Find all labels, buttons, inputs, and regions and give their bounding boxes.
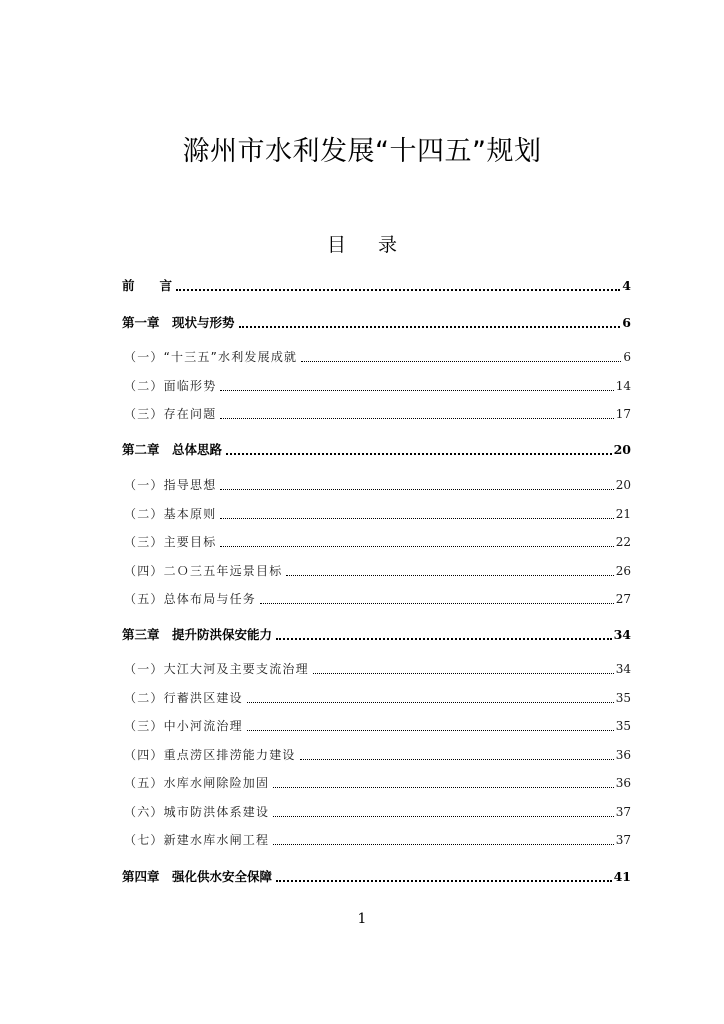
toc-entry-section[interactable]: [124, 404, 631, 424]
toc-entry-page: 27: [615, 592, 631, 606]
toc-entry-section[interactable]: [124, 475, 631, 495]
toc-leader-dots: [220, 489, 613, 490]
toc-leader-dots: [273, 816, 614, 817]
toc-entry-page: 20: [615, 478, 631, 492]
toc-entry-page: 22: [615, 535, 631, 549]
toc-entry-label: （二）基本原则: [124, 507, 217, 521]
toc-leader-dots: [286, 575, 613, 576]
toc-entry-page: 36: [615, 776, 631, 790]
toc-entry-page: 37: [615, 833, 631, 847]
toc-entry-section[interactable]: [124, 532, 631, 552]
toc-leader-dots: [220, 518, 613, 519]
toc-leader-dots: [313, 673, 614, 674]
toc-entry-label: （一）大江大河及主要支流治理: [124, 662, 309, 676]
toc-entry-section[interactable]: [124, 716, 631, 736]
toc-entry-chapter-2[interactable]: [122, 440, 631, 460]
toc-entry-page: 21: [615, 507, 631, 521]
toc-entry-chapter-3[interactable]: [122, 625, 631, 645]
toc-heading-right: 录: [378, 234, 398, 256]
toc-leader-dots: [273, 787, 614, 788]
toc-entry-chapter-1[interactable]: [122, 313, 631, 333]
toc-entry-section[interactable]: [124, 802, 631, 822]
toc-entry-page: 14: [615, 379, 631, 393]
toc-entry-page: 6: [622, 315, 631, 330]
toc-entry-section[interactable]: [124, 376, 631, 396]
toc-leader-dots: [247, 702, 614, 703]
toc-entry-page: 34: [613, 627, 631, 642]
toc-entry-label: （五）总体布局与任务: [124, 592, 257, 606]
toc-entry-page: 34: [615, 662, 631, 676]
toc-entry-label: 第一章 现状与形势: [122, 315, 235, 330]
toc-entry-page: 26: [615, 564, 631, 578]
toc-entry-preface[interactable]: [122, 276, 631, 296]
toc-entry-label: （七）新建水库水闸工程: [124, 833, 270, 847]
toc-entry-section[interactable]: [124, 830, 631, 850]
toc-leader-dots: [220, 418, 613, 419]
toc-entry-label: 第四章 强化供水安全保障: [122, 869, 273, 884]
toc-entry-page: 17: [615, 407, 631, 421]
toc-entry-section[interactable]: [124, 561, 631, 581]
toc-leader-dots: [239, 326, 621, 328]
toc-entry-page: 36: [615, 748, 631, 762]
toc-entry-section[interactable]: [124, 504, 631, 524]
toc-entry-page: 4: [622, 278, 631, 293]
toc-entry-label: （三）存在问题: [124, 407, 217, 421]
toc-leader-dots: [273, 844, 614, 845]
toc-entry-label: （四）重点涝区排涝能力建设: [124, 748, 296, 762]
toc-leader-dots: [300, 759, 614, 760]
toc-leader-dots: [220, 390, 613, 391]
toc-leader-dots: [276, 638, 612, 640]
toc-leader-dots: [226, 453, 612, 455]
toc-leader-dots: [260, 603, 614, 604]
toc-entry-page: 41: [613, 869, 631, 884]
toc-entry-label: （二）行蓄洪区建设: [124, 691, 243, 705]
toc-entry-label: 第三章 提升防洪保安能力: [122, 627, 273, 642]
toc-entry-page: 6: [623, 350, 631, 364]
toc-leader-dots: [247, 730, 614, 731]
toc-entry-label: （一）“十三五”水利发展成就: [124, 350, 298, 364]
toc-entry-label: （六）城市防洪体系建设: [124, 805, 270, 819]
toc-entry-label: （一）指导思想: [124, 478, 217, 492]
toc-entry-section[interactable]: [124, 347, 631, 367]
toc-entry-section[interactable]: [124, 688, 631, 708]
toc-entry-label: （五）水库水闸除险加固: [124, 776, 270, 790]
toc-entry-label: 前 言: [122, 278, 173, 293]
toc-entry-section[interactable]: [124, 745, 631, 765]
toc-entry-chapter-4[interactable]: [122, 867, 631, 887]
toc-entry-label: （二）面临形势: [124, 379, 217, 393]
toc-leader-dots: [220, 546, 613, 547]
toc-entry-page: 37: [615, 805, 631, 819]
toc-entry-section[interactable]: [124, 589, 631, 609]
toc-entry-page: 35: [615, 719, 631, 733]
toc-entry-label: （三）主要目标: [124, 535, 217, 549]
toc-leader-dots: [301, 361, 621, 362]
toc-leader-dots: [176, 289, 620, 291]
toc-entry-page: 20: [613, 442, 631, 457]
toc-entry-label: 第二章 总体思路: [122, 442, 223, 457]
document-title: 滁州市水利发展“十四五”规划: [182, 136, 542, 167]
page-number: 1: [357, 911, 367, 927]
toc-entry-label: （三）中小河流治理: [124, 719, 243, 733]
toc-heading-left: 目: [326, 234, 346, 256]
toc-entry-page: 35: [615, 691, 631, 705]
toc-leader-dots: [276, 880, 612, 882]
toc-entry-label: （四）二Ｏ三五年远景目标: [124, 564, 283, 578]
toc-entry-section[interactable]: [124, 659, 631, 679]
toc-entry-section[interactable]: [124, 773, 631, 793]
